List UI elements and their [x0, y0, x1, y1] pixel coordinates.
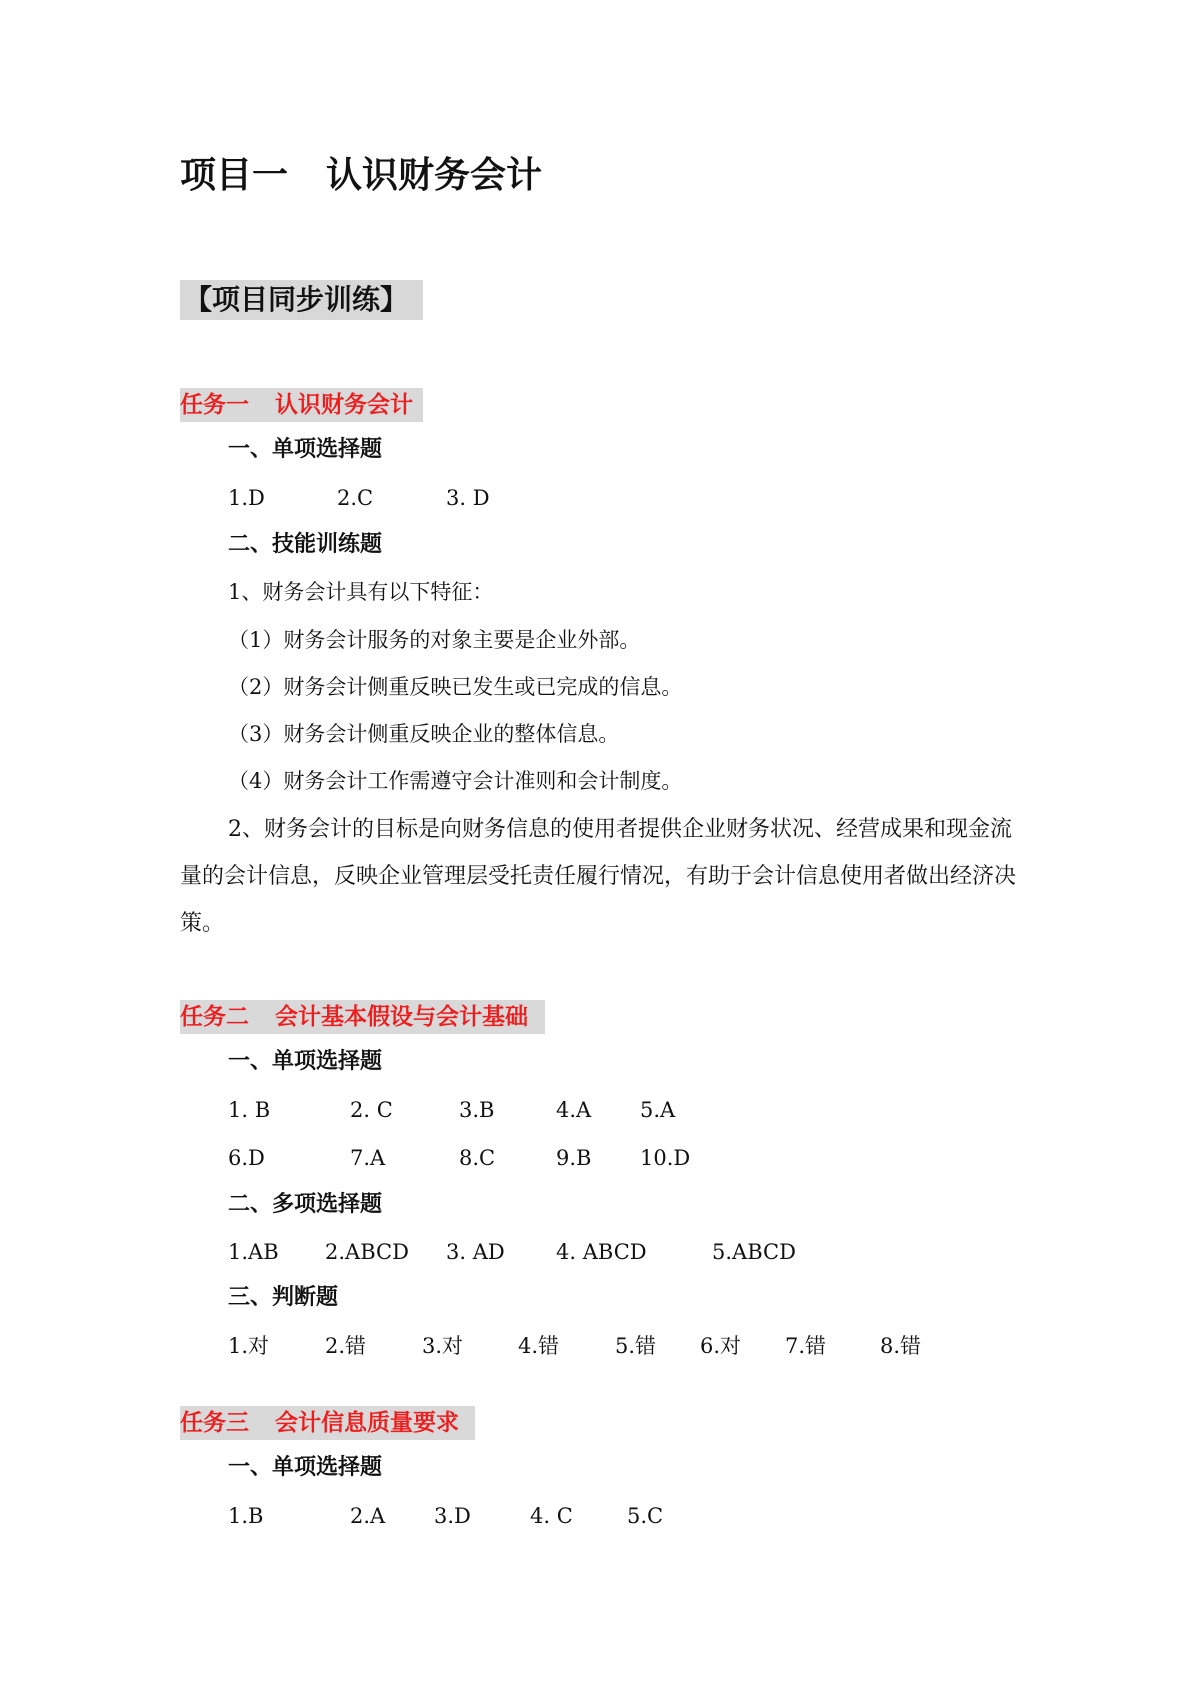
task2-q1-answer: 9.B [556, 1146, 592, 1170]
task2-q2-title: 二、多项选择题 [228, 1192, 383, 1217]
task3-q1-answer: 5.C [627, 1504, 664, 1528]
task2-q3-answer: 7.错 [785, 1334, 827, 1358]
task3-q1-answer: 2.A [350, 1504, 386, 1528]
task3-heading [180, 1406, 475, 1440]
project-title-name: 认识财务会计 [326, 155, 543, 196]
task2-q3-answer: 8.错 [880, 1334, 922, 1358]
task1-q1-answer: 2.C [337, 486, 374, 510]
task2-q2-answer: 2.ABCD [325, 1240, 409, 1264]
task2-q1-answer: 6.D [228, 1146, 265, 1170]
task3-q1-answer: 1.B [228, 1504, 264, 1528]
task1-item1-intro: 1、财务会计具有以下特征： [228, 580, 494, 604]
task3-q1-title: 一、单项选择题 [228, 1455, 383, 1480]
task1-heading-prefix: 任务一 [180, 392, 249, 418]
task1-item1-point: （3）财务会计侧重反映企业的整体信息。 [228, 722, 620, 746]
task1-q1-title: 一、单项选择题 [228, 437, 383, 462]
project-title [180, 154, 542, 198]
task1-item2: 2、财务会计的目标是向财务信息的使用者提供企业财务状况、经营成果和现金流量的会计信息，反映企业管理层受托责任履行情况，有助于会计信息使用者做出经济决策。 [180, 817, 1017, 936]
task2-q1-title: 一、单项选择题 [228, 1049, 383, 1074]
task2-q2-answer: 5.ABCD [712, 1240, 796, 1264]
task3-heading-prefix: 任务三 [180, 1410, 249, 1436]
task1-heading-name: 认识财务会计 [275, 392, 413, 418]
task2-q1-answer: 3.B [459, 1098, 495, 1122]
task1-item1-point: （2）财务会计侧重反映已发生或已完成的信息。 [228, 675, 683, 699]
task1-q1-answer: 1.D [228, 486, 265, 510]
task2-q3-answer: 2.错 [325, 1334, 367, 1358]
task2-heading-name: 会计基本假设与会计基础 [275, 1004, 528, 1030]
task2-q1-answer: 2. C [350, 1098, 393, 1122]
task1-q1-answer: 3. D [446, 486, 490, 510]
task2-q3-answer: 1.对 [228, 1334, 270, 1358]
task2-q3-title: 三、判断题 [228, 1285, 339, 1310]
task2-heading [180, 1000, 545, 1034]
task3-heading-name: 会计信息质量要求 [275, 1410, 459, 1436]
task2-q1-answer: 1. B [228, 1098, 271, 1122]
task1-item1-point: （1）财务会计服务的对象主要是企业外部。 [228, 628, 641, 652]
task2-q2-answer: 4. ABCD [556, 1240, 647, 1264]
task2-q3-answer: 4.错 [518, 1334, 560, 1358]
task2-q2-answer: 3. AD [446, 1240, 505, 1264]
task2-q1-answer: 7.A [350, 1146, 386, 1170]
task2-q3-answer: 3.对 [422, 1334, 464, 1358]
task2-q3-answer: 6.对 [700, 1334, 742, 1358]
task1-item1-point: （4）财务会计工作需遵守会计准则和会计制度。 [228, 769, 683, 793]
task2-q1-answer: 8.C [459, 1146, 496, 1170]
task3-q1-answer: 3.D [434, 1504, 471, 1528]
task2-q2-answer: 1.AB [228, 1240, 279, 1264]
task1-heading [180, 388, 423, 422]
section-header: 【项目同步训练】 [180, 280, 423, 320]
task3-q1-answer: 4. C [530, 1504, 573, 1528]
task2-q1-answer: 10.D [640, 1146, 691, 1170]
task2-q3-answer: 5.错 [615, 1334, 657, 1358]
task2-q1-answer: 4.A [556, 1098, 592, 1122]
task2-heading-prefix: 任务二 [180, 1004, 249, 1030]
task2-q1-answer: 5.A [640, 1098, 676, 1122]
task1-q2-title: 二、技能训练题 [228, 532, 383, 557]
project-title-prefix: 项目一 [180, 155, 289, 196]
